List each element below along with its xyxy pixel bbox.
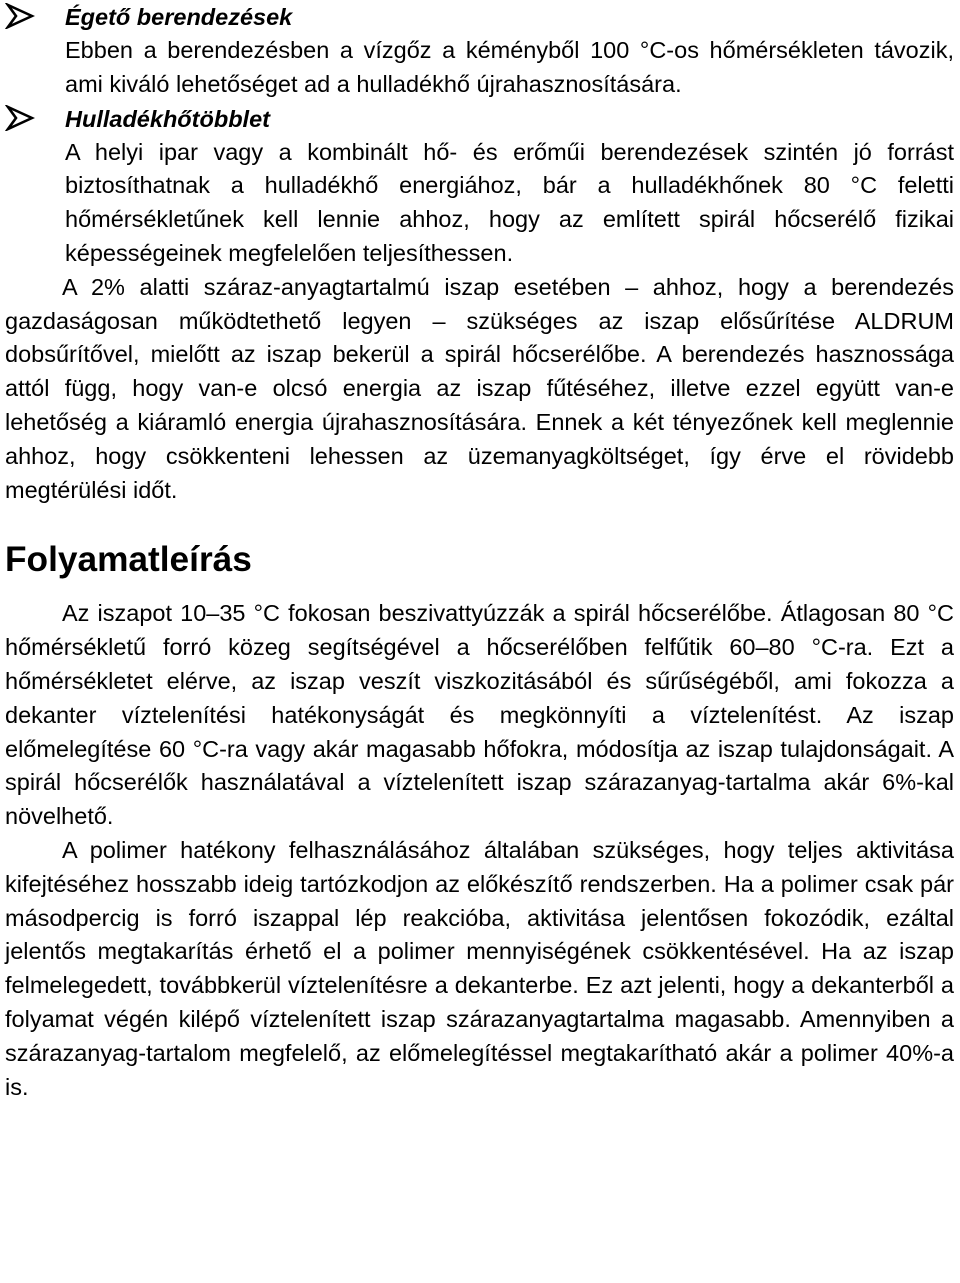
section-heading: Folyamatleírás: [5, 540, 252, 580]
bullet-item-hulladekho: [5, 102, 954, 271]
document-page: [5, 0, 954, 1104]
bullet-text: Ebben a berendezésben a vízgőz a kéményből 100 °C-os hőmérsékleten távozik, ami kiváló lehetőséget ad a hulladékhő újrahasznosítására.: [65, 37, 954, 97]
body-paragraph: A 2% alatti száraz-anyagtartalmú iszap esetében – ahhoz, hogy a berendezés gazdaságosan működtethető legyen – szükséges az iszap elősűrítése ALDRUM dobsűrítővel, mielőtt az iszap bekerül a spirál hőcserélőbe. A berendezés hasznossága attól függ, hogy van-e olcsó energia az iszap fűtéséhez, illetve ezzel együtt van-e lehetőség a kiáramló energia újrahasznosítására. Ennek a két tényezőnek kell meglennie ahhoz, hogy csökkenteni lehessen az üzemanyagköltséget, így érve el rövidebb megtérülési időt.: [5, 273, 954, 503]
bullet-item-egeto: [5, 0, 954, 102]
bullet-text: A helyi ipar vagy a kombinált hő- és erőműi berendezések szintén jó forrást biztosíthatnak a hulladékhő energiához, bár a hulladékhőnek 80 °C feletti hőmérsékletűnek kell lennie ahhoz, hogy az említett spirál hőcserélő fizikai képességeinek megfelelően teljesíthessen.: [65, 138, 954, 266]
bullet-title: Égető berendezések: [65, 4, 293, 30]
arrowhead-bullet-icon: [5, 3, 35, 29]
body-paragraph: A polimer hatékony felhasználásához általában szükséges, hogy teljes aktivitása kifejtéséhez hosszabb ideig tartózkodjon az előkészítő rendszerben. Ha a polimer csak pár másodpercig is forró iszappal lép reakcióba, aktivitása jelentősen fokozódik, ezáltal jelentős megtakarítás érhető el a polimer mennyiségének csökkentésével. Ha az iszap felmelegedett, továbbkerül víztelenítésre a dekanterbe. Ez azt jelenti, hogy a dekanterből a folyamat végén kilépő víztelenített iszap szárazanyagtartalma magasabb. Amennyiben a szárazanyag-tartalom megfelelő, az előmelegítéssel megtakarítható akár a polimer 40%-a is.: [5, 836, 954, 1100]
body-paragraph: Az iszapot 10–35 °C fokosan beszivattyúzzák a spirál hőcserélőbe. Átlagosan 80 °C hőmérsékletű forró közeg segítségével a hőcserélőben felfűtik 60–80 °C-ra. Ezt a hőmérsékletet elérve, az iszap veszít viszkozitásából és sűrűségéből, ami fokozza a dekanter víztelenítési hatékonyságát és megkönnyíti a víztelenítést. Az iszap előmelegítése 60 °C-ra vagy akár magasabb hőfokra, módosítja az iszap tulajdonságait. A spirál hőcserélők használatával a víztelenített iszap szárazanyag-tartalma akár 6%-kal növelhető.: [5, 600, 954, 830]
arrowhead-bullet-icon: [5, 105, 35, 131]
bullet-title: Hulladékhőtöbblet: [65, 105, 270, 132]
